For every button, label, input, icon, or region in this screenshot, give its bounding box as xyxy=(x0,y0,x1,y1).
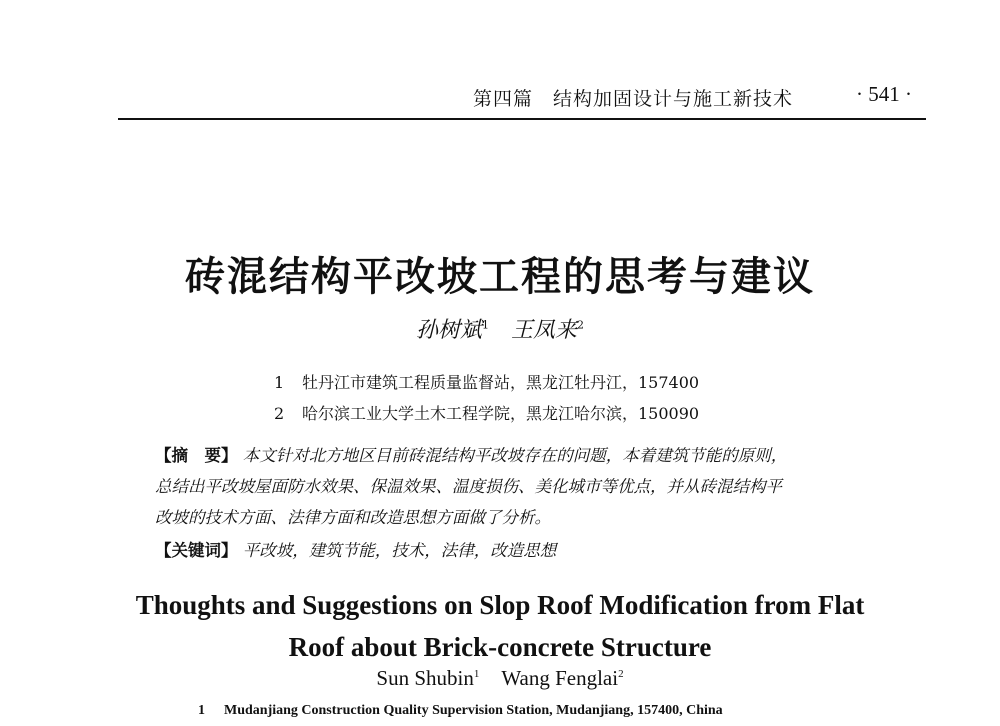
abstract-line: 总结出平改坡屋面防水效果、保温效果、温度损伤、美化城市等优点，并从砖混结构平 xyxy=(155,477,782,496)
keywords-text: 平改坡，建筑节能，技术，法律，改造思想 xyxy=(242,541,557,560)
author-affiliation-mark: 1 xyxy=(482,318,489,332)
keywords xyxy=(155,537,556,561)
authors-zh xyxy=(0,313,1000,344)
author-name: 孙树斌 xyxy=(415,318,482,343)
abstract-label: 【摘 要】 xyxy=(155,446,238,465)
abstract-text: 本文针对北方地区目前砖混结构平改坡存在的问题，本着建筑节能的原则， xyxy=(242,446,788,465)
abstract-line xyxy=(155,440,933,471)
affiliation-text: 牡丹江市建筑工程质量监督站，黑龙江牡丹江，157400 xyxy=(302,373,700,392)
affiliation-text: 哈尔滨工业大学土木工程学院，黑龙江哈尔滨，150090 xyxy=(302,404,700,423)
author-affiliation-mark: 2 xyxy=(618,668,624,680)
running-header xyxy=(118,84,926,116)
author-affiliation-mark: 2 xyxy=(577,318,585,332)
abstract xyxy=(155,440,933,533)
paper-title-zh: 砖混结构平改坡工程的思考与建议 xyxy=(185,253,815,300)
title-line: Roof about Brick-concrete Structure xyxy=(288,632,712,662)
header-rule xyxy=(118,118,926,120)
paper-title-en xyxy=(0,584,1000,668)
author-name: 王凤来 xyxy=(511,318,578,343)
page-number: · 541 · xyxy=(856,82,912,106)
author-affiliation-mark: 1 xyxy=(473,668,480,680)
affiliation-text: Mudanjiang Construction Quality Supervision Station, Mudanjiang, 157400, China xyxy=(224,703,723,718)
keywords-label: 【关键词】 xyxy=(155,541,238,560)
author-name: Wang Fenglai xyxy=(501,666,619,690)
affiliation-number: 2 xyxy=(274,404,285,423)
section-title: 第四篇 结构加固设计与施工新技术 xyxy=(473,88,794,110)
affiliation-number: 1 xyxy=(274,373,285,392)
author-name: Sun Shubin xyxy=(376,666,474,690)
affiliation-zh xyxy=(274,401,699,424)
affiliation-en xyxy=(198,703,723,719)
abstract-line: 改坡的技术方面、法律方面和改造思想方面做了分析。 xyxy=(155,508,551,527)
title-line: Thoughts and Suggestions on Slop Roof Modification from Flat xyxy=(135,590,865,620)
affiliation-number: 1 xyxy=(198,703,205,718)
authors-en xyxy=(0,666,1000,691)
affiliation-zh xyxy=(274,370,699,393)
